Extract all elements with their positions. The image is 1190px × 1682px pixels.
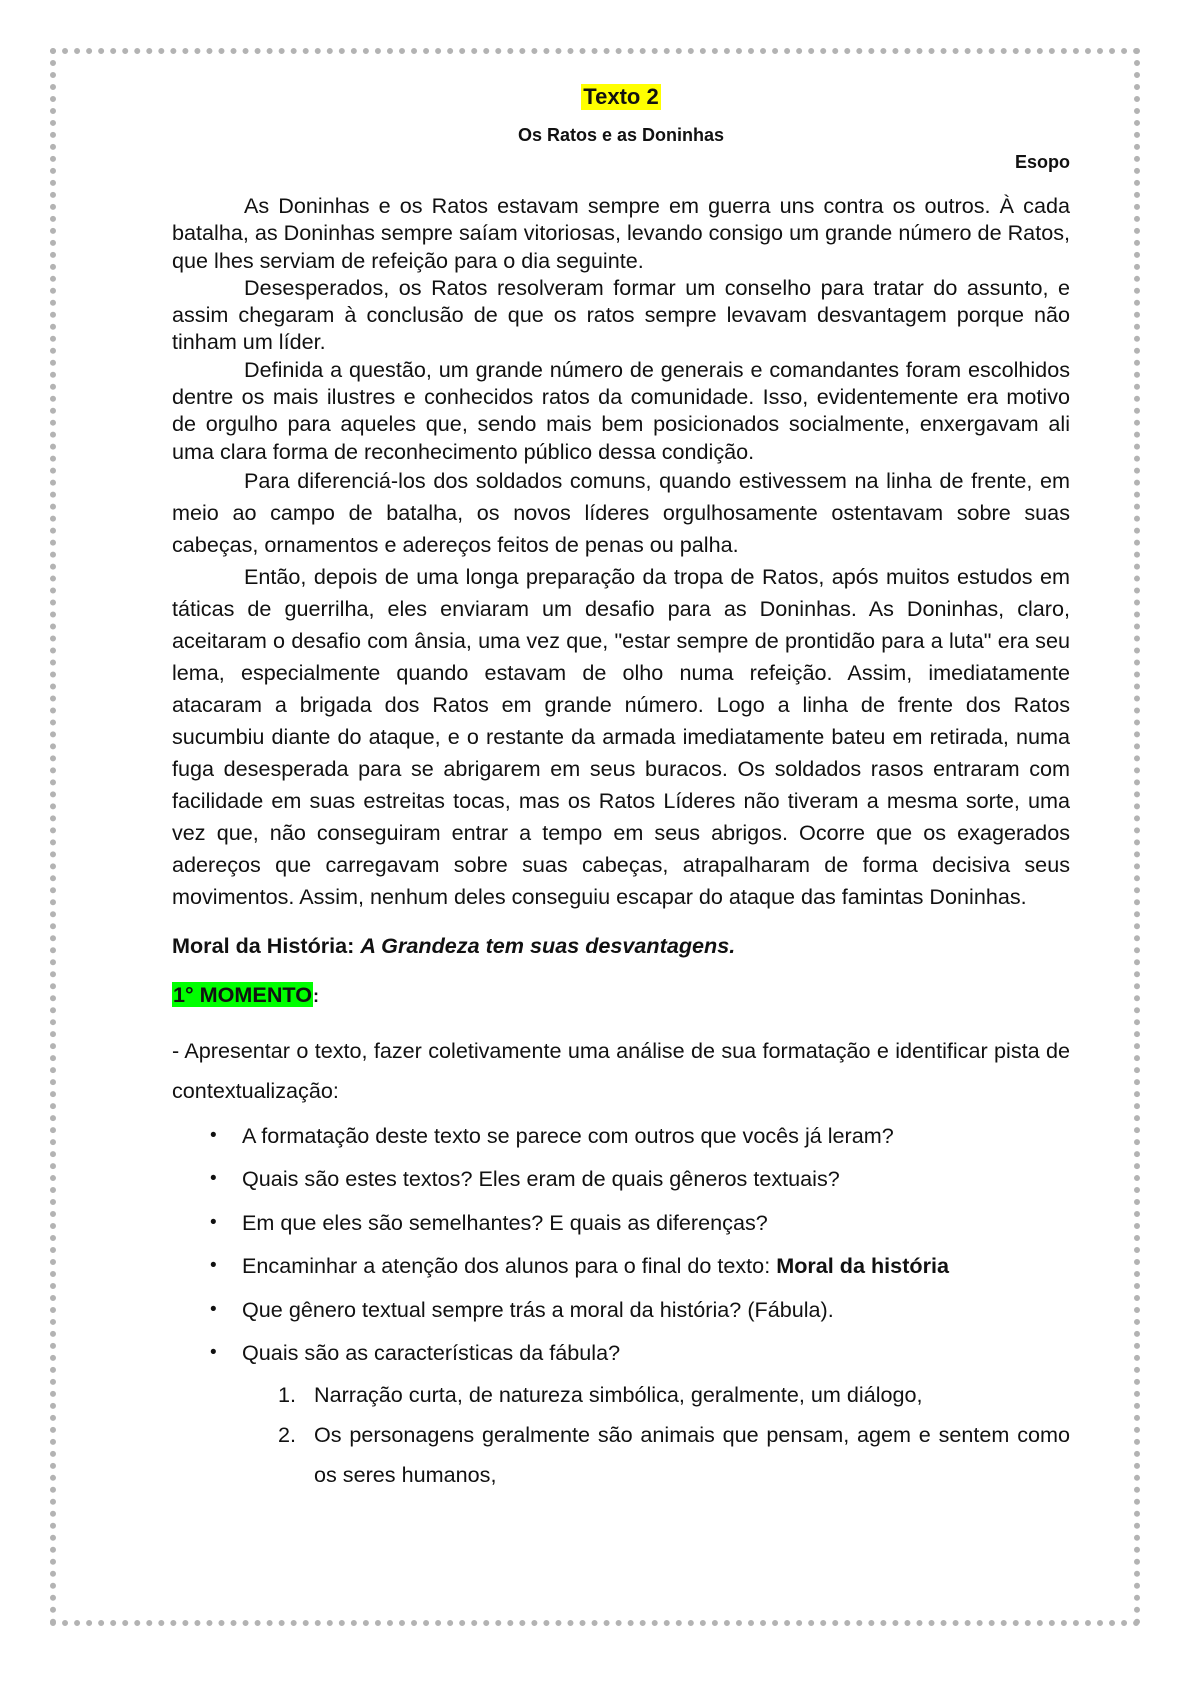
feature-item: [242, 1415, 1070, 1495]
feature-text: Os personagens geralmente são animais que pensam, agem e sentem como os seres humanos,: [314, 1421, 1070, 1487]
story-paragraph: Para diferenciá-los dos soldados comuns, quando estivessem na linha de frente, em meio ao campo de batalha, os novos líderes orgulhosamente ostentavam sobre suas cabeças, ornamentos e adereços feitos de penas ou palha.: [172, 467, 1070, 557]
feature-number: 1.: [278, 1381, 297, 1407]
momento-colon: :: [313, 985, 320, 1006]
list-item-text: Quais são as características da fábula?: [242, 1340, 621, 1366]
feature-list: [242, 1375, 1070, 1495]
bullet-icon: •: [210, 1211, 217, 1233]
list-item-bold-text: Moral da história: [776, 1253, 949, 1279]
bullet-icon: •: [210, 1342, 217, 1364]
bullet-icon: •: [210, 1168, 217, 1190]
list-item-text: A formatação deste texto se parece com outros que vocês já leram?: [242, 1122, 894, 1148]
feature-number: 2.: [278, 1421, 297, 1447]
feature-item: [242, 1375, 1070, 1415]
bullet-icon: •: [210, 1255, 217, 1277]
bullet-icon: •: [210, 1124, 217, 1146]
story-author: Esopo: [1014, 152, 1070, 172]
question-list: [172, 1114, 1070, 1495]
list-item: [172, 1331, 1070, 1495]
text-label-highlighted: Texto 2: [583, 84, 659, 109]
activity-intro: - Apresentar o texto, fazer coletivamente uma análise de sua formatação e identificar pista de contextualização:: [172, 1037, 1070, 1103]
moral-text: A Grandeza tem suas desvantagens.: [360, 932, 736, 958]
story-paragraph: As Doninhas e os Ratos estavam sempre em guerra uns contra os outros. À cada batalha, as Doninhas sempre saíam vitoriosas, levando consigo um grande número de Ratos, que lhes serviam de refeição para o dia seguinte.: [172, 193, 1070, 273]
list-item-text: Quais são estes textos? Eles eram de quais gêneros textuais?: [242, 1166, 840, 1192]
list-item: [172, 1288, 1070, 1332]
list-item: [172, 1114, 1070, 1158]
bullet-icon: •: [210, 1298, 217, 1320]
feature-text: Narração curta, de natureza simbólica, geralmente, um diálogo,: [314, 1381, 923, 1407]
moral-label: Moral da História:: [172, 932, 355, 958]
momento-heading: [172, 981, 1070, 1010]
list-item-text: Em que eles são semelhantes? E quais as diferenças?: [242, 1209, 768, 1235]
momento-label: 1° MOMENTO: [173, 981, 313, 1007]
moral-line: [172, 932, 1070, 960]
label-wrap: [172, 84, 1070, 118]
document-body: [172, 84, 1070, 1495]
list-item: [172, 1201, 1070, 1245]
list-item-text: Encaminhar a atenção dos alunos para o final do texto:: [242, 1253, 777, 1279]
list-item-text: Que gênero textual sempre trás a moral da história? (Fábula).: [242, 1296, 834, 1322]
story-paragraph: Então, depois de uma longa preparação da tropa de Ratos, após muitos estudos em táticas de guerrilha, eles enviaram um desafio para as Doninhas. As Doninhas, claro, aceitaram o desafio com ânsia, uma vez que, "estar sempre de prontidão para a luta" era seu lema, especialmente quando estavam de olho numa refeição. Assim, imediatamente atacaram a brigada dos Ratos em grande número. Logo a linha de frente dos Ratos sucumbiu diante do ataque, e o restante da armada imediatamente bateu em retirada, numa fuga desesperada para se abrigarem em seus buracos. Os soldados rasos entraram com facilidade em suas estreitas tocas, mas os Ratos Líderes não tiveram a mesma sorte, uma vez que, não conseguiram entrar a tempo em seus abrigos. Ocorre que os exagerados adereços que carregavam sobre suas cabeças, atrapalharam de forma decisiva seus movimentos. Assim, nenhum deles conseguiu escapar do ataque das famintas Doninhas.: [172, 563, 1070, 909]
story-title: Os Ratos e as Doninhas: [517, 125, 725, 145]
story-paragraph: Definida a questão, um grande número de generais e comandantes foram escolhidos dentre os mais ilustres e conhecidos ratos da comunidade. Isso, evidentemente era motivo de orgulho para aqueles que, sendo mais bem posicionados socialmente, enxergavam ali uma clara forma de reconhecimento público dessa condição.: [172, 356, 1070, 464]
list-item: [172, 1157, 1070, 1201]
story-paragraph: Desesperados, os Ratos resolveram formar um conselho para tratar do assunto, e assim chegaram à conclusão de que os ratos sempre levavam desvantagem porque não tinham um líder.: [172, 274, 1070, 355]
story-text: [172, 192, 1070, 913]
list-item: [172, 1244, 1070, 1288]
